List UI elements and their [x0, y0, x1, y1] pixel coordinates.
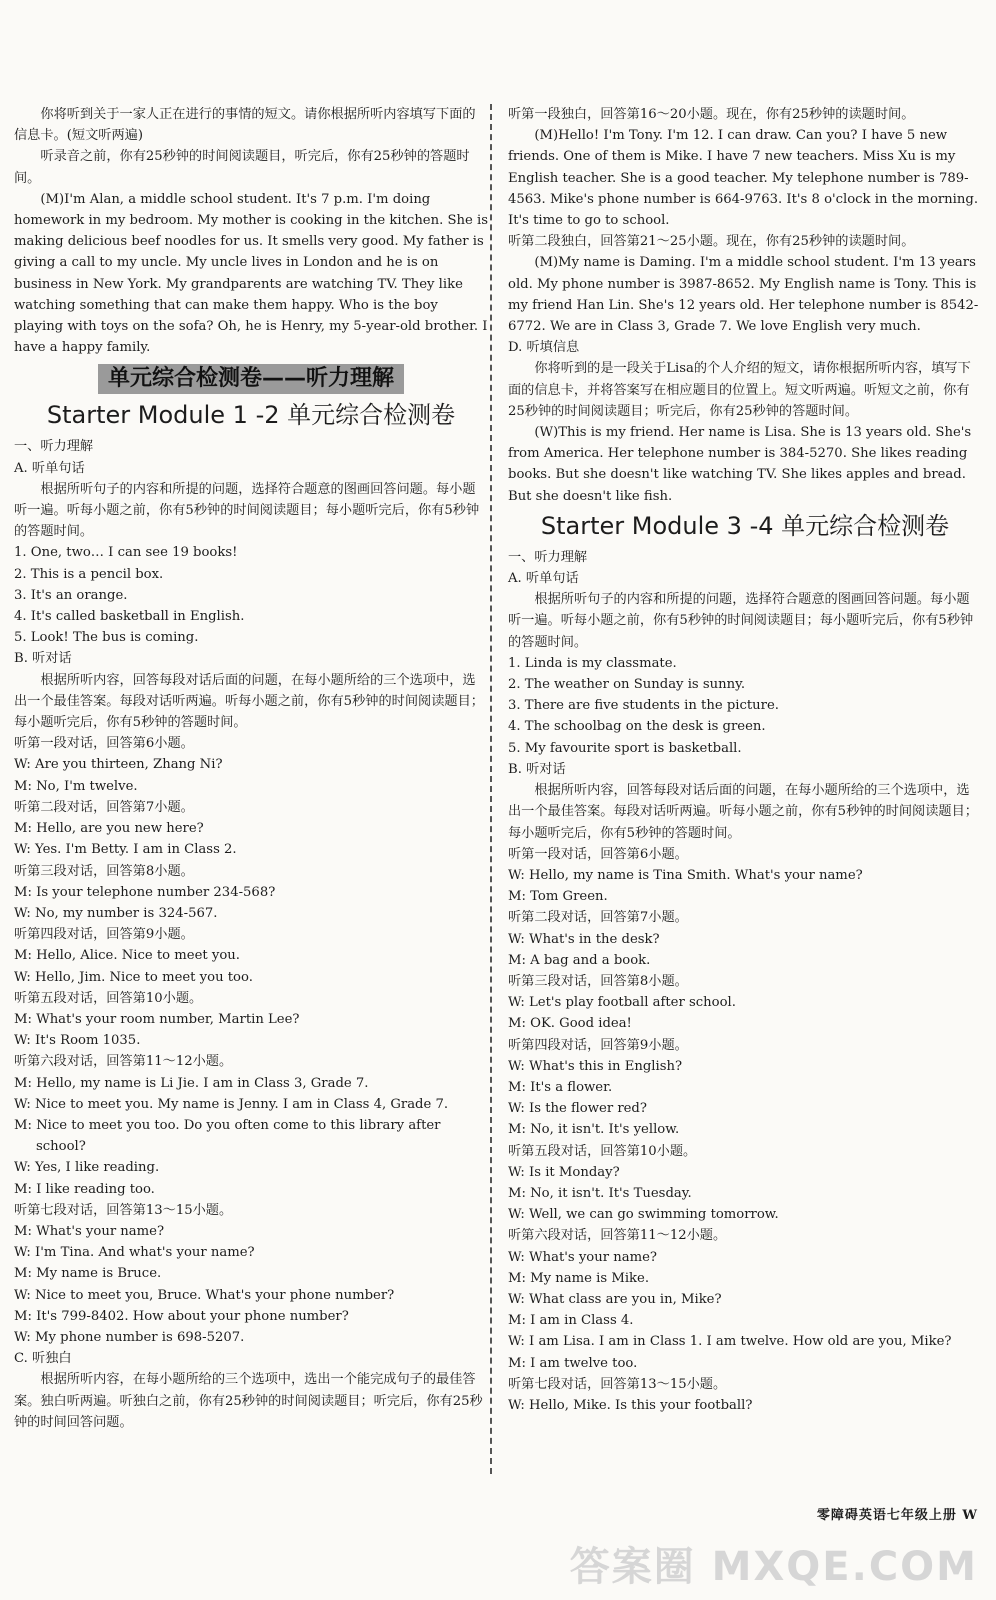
section-band-title: 单元综合检测卷——听力理解	[98, 364, 404, 394]
text-line: M: Hello, are you new here?	[14, 821, 204, 837]
text-line: W: What's in the desk?	[508, 931, 660, 947]
text-line: M: Tom Green.	[508, 889, 608, 905]
text-line: W: Is it Monday?	[508, 1164, 620, 1180]
text-line: M: Hello, my name is Li Jie. I am in Class 3, Grade 7.	[14, 1075, 369, 1091]
text-line: 根据所听内容，在每小题所给的三个选项中，选出一个能完成句子的最佳答案。独白听两遍。听独白之前，你有25秒钟的时间阅读题目；听完后，你有25秒钟的时间回答问题。	[14, 1372, 483, 1430]
text-line: 2. The weather on Sunday is sunny.	[508, 677, 746, 693]
text-line: (M)I'm Alan, a middle school student. It's 7 p.m. I'm doing homework in my bedroom. My mother is cooking in the kitchen. She is making delicious beef noodles for us. It smells very good. My father is giving a call to my uncle. My uncle lives in London and he is on business in New York. My grandparents are watching TV. They like watching something that can make them happy. Who is the boy playing with toys on the sofa? Oh, he is Henry, my 5-year-old brother. I have a happy family.	[14, 191, 488, 356]
text-line: 听第二段独白，回答第21～25小题。现在，你有25秒钟的读题时间。	[508, 234, 915, 250]
text-line: W: Hello, Jim. Nice to meet you too.	[14, 969, 253, 985]
text-line: W: Nice to meet you. My name is Jenny. I am in Class 4, Grade 7.	[14, 1096, 449, 1112]
text-line: 根据所听内容，回答每段对话后面的问题，在每小题所给的三个选项中，选出一个最佳答案。每段对话听两遍。听每小题之前，你有5秒钟的时间阅读题目；每小题听完后，你有5秒钟的答题时间。	[14, 672, 484, 731]
text-line: 根据所听内容，回答每段对话后面的问题，在每小题所给的三个选项中，选出一个最佳答案。每段对话听两遍。听每小题之前，你有5秒钟的时间阅读题目；每小题听完后，你有5秒钟的答题时间。	[508, 783, 978, 841]
text-line: 听第五段对话，回答第10小题。	[508, 1143, 697, 1159]
text-line: 听第二段对话，回答第7小题。	[508, 910, 688, 926]
text-line: M: Is your telephone number 234-568?	[14, 884, 276, 900]
text-line: 听第六段对话，回答第11～12小题。	[14, 1054, 233, 1070]
text-line: M: What's your room number, Martin Lee?	[14, 1011, 300, 1027]
text-line: M: No, it isn't. It's Tuesday.	[508, 1185, 692, 1201]
text-line: 5. My favourite sport is basketball.	[508, 740, 742, 756]
text-line: 1. Linda is my classmate.	[508, 655, 677, 671]
text-line: 2. This is a pencil box.	[14, 566, 164, 582]
text-line: M: I am in Class 4.	[508, 1313, 634, 1329]
text-line: 5. Look! The bus is coming.	[14, 630, 199, 646]
text-line: A. 听单句话	[508, 571, 579, 587]
text-line: W: Hello, my name is Tina Smith. What's your name?	[508, 867, 863, 883]
text-line: 听第一段对话，回答第6小题。	[14, 736, 194, 752]
text-line: M: I like reading too.	[14, 1181, 155, 1197]
page-footer: 零障碍英语七年级上册 W	[816, 1508, 978, 1523]
text-line: M: I am twelve too.	[508, 1355, 638, 1371]
text-line: M: Hello, Alice. Nice to meet you.	[14, 948, 240, 964]
text-line: M: My name is Bruce.	[14, 1266, 162, 1282]
text-line: C. 听独白	[14, 1351, 72, 1367]
text-line: W: Nice to meet you, Bruce. What's your phone number?	[14, 1287, 395, 1303]
text-line: W: Yes, I like reading.	[14, 1160, 160, 1176]
text-line: W: I am Lisa. I am in Class 1. I am twelve. How old are you, Mike?	[508, 1334, 952, 1350]
text-line: W: What class are you in, Mike?	[508, 1291, 722, 1307]
watermark: 答案圈 MXQE.COM	[569, 1544, 978, 1590]
text-line: 听第五段对话，回答第10小题。	[14, 990, 203, 1006]
text-line: (M)My name is Daming. I'm a middle school student. I'm 13 years old. My phone number is 3987-8652. My English name is Tony. This is my friend Han Lin. She's 12 years old. Her telephone number is 8542-6772. We are in Class 3, Grade 7. We love English very much.	[508, 255, 979, 335]
text-line: 4. It's called basketball in English.	[14, 609, 245, 625]
text-line: 4. The schoolbag on the desk is green.	[508, 719, 766, 735]
module-title-3-4: Starter Module 3 -4 单元综合检测卷	[540, 511, 950, 540]
text-line: M: It's 799-8402. How about your phone number?	[14, 1308, 349, 1324]
text-line: 听第六段对话，回答第11～12小题。	[508, 1228, 727, 1244]
text-line: M: It's a flower.	[508, 1079, 613, 1095]
column-divider	[490, 104, 492, 1474]
text-line: W: What's this in English?	[508, 1058, 683, 1074]
text-line: (W)This is my friend. Her name is Lisa. She is 13 years old. She's from America. Her telephone number is 384-5270. She likes reading books. But she doesn't like watching TV. She likes apples and bread. But she doesn't like fish.	[508, 425, 972, 504]
text-line: W: Well, we can go swimming tomorrow.	[508, 1207, 779, 1223]
text-line: 一、听力理解	[14, 439, 94, 455]
text-line: W: Yes. I'm Betty. I am in Class 2.	[14, 842, 237, 858]
text-line: 你将听到关于一家人正在进行的事情的短文。请你根据所听内容填写下面的信息卡。(短文听两遍)	[14, 107, 476, 144]
right-content	[508, 547, 982, 1416]
text-line: W: I'm Tina. And what's your name?	[14, 1245, 255, 1261]
text-line: M: What's your name?	[14, 1223, 165, 1239]
text-line: M: A bag and a book.	[508, 952, 651, 968]
left-column	[14, 104, 488, 1433]
right-intro	[508, 104, 982, 507]
text-line: 听第三段对话，回答第8小题。	[14, 863, 194, 879]
text-line: W: My phone number is 698-5207.	[14, 1329, 245, 1345]
text-line: B. 听对话	[14, 651, 72, 667]
text-line: 3. It's an orange.	[14, 587, 128, 603]
text-line: W: Let's play football after school.	[508, 995, 736, 1011]
text-line: 一、听力理解	[508, 549, 588, 565]
text-line: 听第四段对话，回答第9小题。	[508, 1037, 688, 1053]
text-line: 你将听到的是一段关于Lisa的个人介绍的短文，请你根据所听内容，填写下面的信息卡，并将答案写在相应题目的位置上。短文听两遍。听短文之前，你有25秒钟的时间阅读题目；听完后，你有25秒钟的答题时间。	[508, 361, 971, 419]
text-line: B. 听对话	[508, 761, 566, 777]
text-line: A. 听单句话	[14, 460, 85, 476]
text-line: M: OK. Good idea!	[508, 1016, 632, 1032]
text-line: W: Is the flower red?	[508, 1101, 647, 1117]
text-line: 听录音之前，你有25秒钟的时间阅读题目，听完后，你有25秒钟的答题时间。	[14, 149, 470, 186]
text-line: M: My name is Mike.	[508, 1270, 650, 1286]
text-line: 听第二段对话，回答第7小题。	[14, 799, 194, 815]
text-line: W: No, my number is 324-567.	[14, 905, 218, 921]
text-line: W: Are you thirteen, Zhang Ni?	[14, 757, 223, 773]
text-line: M: No, it isn't. It's yellow.	[508, 1122, 680, 1138]
text-line: 听第一段独白，回答第16～20小题。现在，你有25秒钟的读题时间。	[508, 107, 915, 122]
left-intro	[14, 104, 488, 358]
text-line: D. 听填信息	[508, 340, 580, 356]
text-line: (M)Hello! I'm Tony. I'm 12. I can draw. Can you? I have 5 new friends. One of them is Mike. I have 7 new teachers. Miss Xu is my English teacher. She is a good teacher. My telephone number is 789-4563. Mike's phone number is 664-9763. It's 8 o'clock in the morning. It's time to go to school.	[508, 128, 979, 229]
right-column	[508, 104, 982, 1416]
text-line: 根据所听句子的内容和所提的问题，选择符合题意的图画回答问题。每小题听一遍。听每小题之前，你有5秒钟的时间阅读题目；每小题听完后，你有5秒钟的答题时间。	[508, 592, 974, 650]
section-band	[14, 364, 488, 394]
text-line: 3. There are five students in the picture.	[508, 698, 779, 714]
text-line: 1. One, two… I can see 19 books!	[14, 545, 238, 561]
text-line: 听第七段对话，回答第13～15小题。	[14, 1202, 233, 1218]
text-line: 听第三段对话，回答第8小题。	[508, 973, 688, 989]
text-line: 听第七段对话，回答第13～15小题。	[508, 1376, 727, 1392]
text-line: W: Hello, Mike. Is this your football?	[508, 1397, 753, 1413]
left-content	[14, 436, 488, 1433]
text-line: 听第四段对话，回答第9小题。	[14, 927, 194, 943]
module-title-1-2: Starter Module 1 -2 单元综合检测卷	[46, 401, 456, 430]
text-line: M: No, I'm twelve.	[14, 778, 138, 794]
text-line: M: Nice to meet you too. Do you often come to this library after school?	[14, 1117, 441, 1155]
text-line: 听第一段对话，回答第6小题。	[508, 846, 688, 862]
text-line: 根据所听句子的内容和所提的问题，选择符合题意的图画回答问题。每小题听一遍。听每小题之前，你有5秒钟的时间阅读题目；每小题听完后，你有5秒钟的答题时间。	[14, 481, 480, 540]
text-line: W: What's your name?	[508, 1249, 657, 1265]
text-line: W: It's Room 1035.	[14, 1033, 141, 1049]
